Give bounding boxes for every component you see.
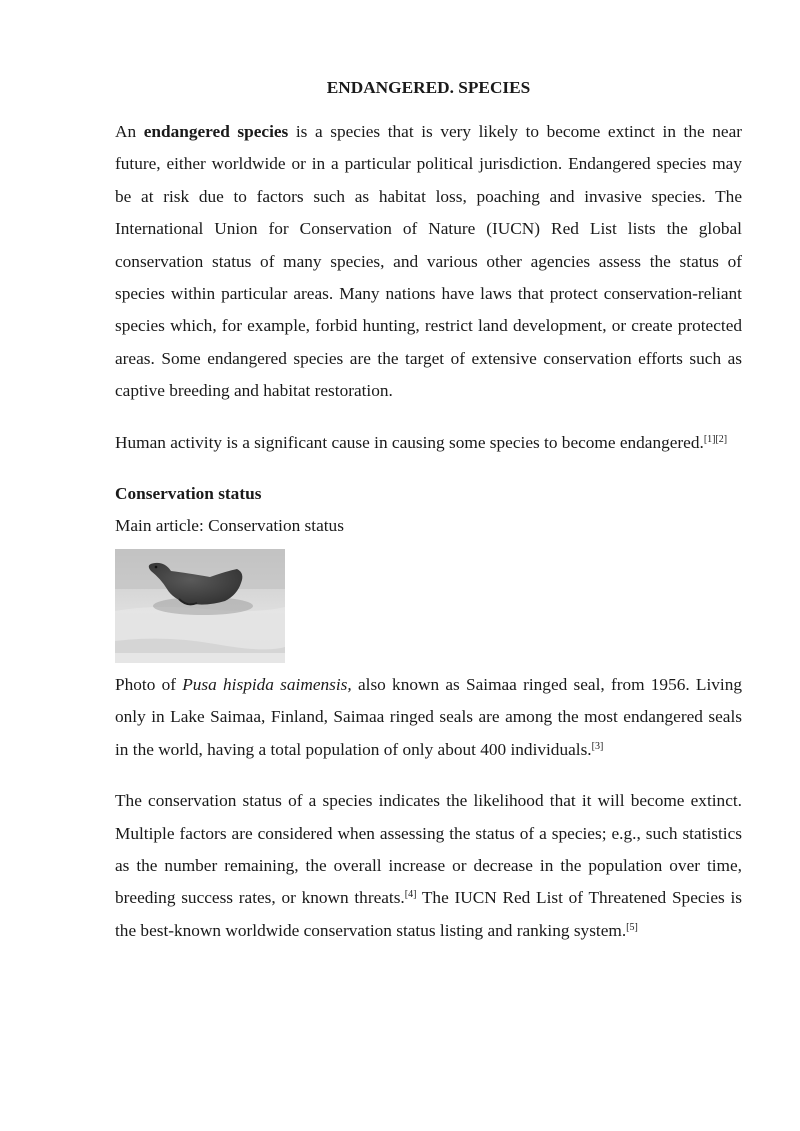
reference-link-4[interactable]: [4] — [404, 889, 417, 901]
human-activity-paragraph — [115, 427, 742, 459]
document-title: ENDANGERED. SPECIES — [326, 78, 531, 97]
caption-rest: also known as Saimaa ringed seal, from 1956. Living only in Lake Saimaa, Finland, Saimaa ringed seals are among the most endangered seals in the world, having a total population of only about 400 individuals. — [115, 674, 742, 759]
reference-link-1-2[interactable]: [1][2] — [703, 433, 728, 445]
document-page — [115, 60, 742, 947]
intro-rest: is a species that is very likely to become extinct in the near future, either worldwide or in a particular political jurisdiction. Endangered species may be at risk due to factors such as habitat loss, poaching and invasive species. The International Union for Conservation of Nature (IUCN) Red List lists the global conservation status of many species, and various other agencies assess the status of species within particular areas. Many nations have laws that protect conservation-reliant species which, for example, forbid hunting, restrict land development, or create protected areas. Some endangered species are the target of extensive conservation efforts such as captive breeding and habitat restoration. — [115, 122, 742, 401]
intro-bold-term: endangered species — [143, 122, 289, 141]
status-part-2: The IUCN Red List of Threatened Species is the best-known worldwide conservation status listing and ranking system. — [115, 888, 742, 940]
section-heading: Conservation status — [115, 484, 262, 504]
reference-link-3[interactable]: [3] — [591, 740, 604, 752]
reference-link-5[interactable]: [5] — [626, 921, 638, 933]
status-part-1: The conservation status of a species indicates the likelihood that it will become extinct. Multiple factors are considered when assessing the status of a species; e.g., such statistics as the number remaining, the overall increase or decrease in the population over time, breeding success rates, or known threats. — [115, 791, 742, 908]
caption-lead: Photo of — [115, 674, 183, 694]
photo-caption — [115, 669, 742, 766]
seal-photo — [115, 549, 285, 663]
caption-species-name: Pusa hispida saimensis, — [182, 674, 352, 694]
human-activity-text: Human activity is a significant cause in causing some species to become endangered. — [115, 432, 704, 452]
intro-lead: An — [115, 122, 144, 141]
status-paragraph — [115, 785, 742, 947]
intro-paragraph — [115, 116, 742, 408]
main-article-link[interactable]: Main article: Conservation status — [115, 516, 344, 536]
